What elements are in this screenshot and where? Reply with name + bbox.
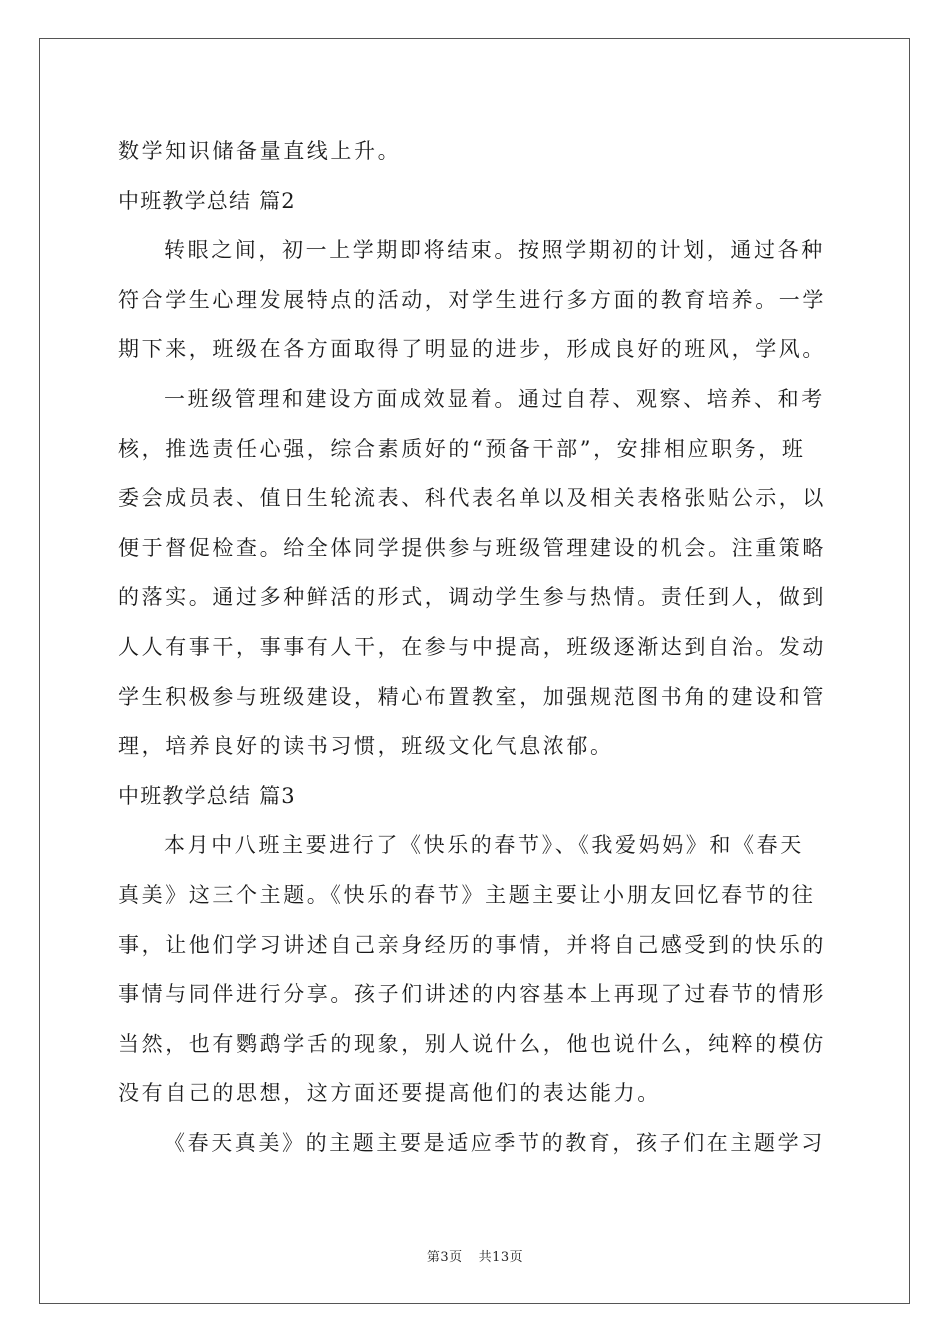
paragraph-line: 本月中八班主要进行了《快乐的春节》、《我爱妈妈》和《春天: [164, 833, 804, 858]
paragraph-line: 委会成员表、值日生轮流表、科代表名单以及相关表格张贴公示，以: [118, 486, 826, 511]
paragraph-line: 《春天真美》的主题主要是适应季节的教育，孩子们在主题学习: [164, 1130, 825, 1155]
paragraph-line: 一班级管理和建设方面成效显着。通过自荐、观察、培养、和考: [164, 386, 825, 411]
page-number: 第3页: [426, 1250, 463, 1265]
section-heading: 中班教学总结 篇3: [118, 783, 296, 808]
paragraph-line: 理，培养良好的读书习惯，班级文化气息浓郁。: [118, 734, 614, 759]
paragraph-line: 符合学生心理发展特点的活动，对学生进行多方面的教育培养。一学: [118, 287, 826, 312]
paragraph-line: 真美》这三个主题。《快乐的春节》主题主要让小朋友回忆春节的往: [118, 882, 816, 907]
paragraph-line: 数学知识储备量直线上升。: [118, 139, 402, 163]
page-footer: [0, 1246, 950, 1265]
paragraph-line: 事情与同伴进行分享。孩子们讲述的内容基本上再现了过春节的情形: [118, 982, 826, 1007]
paragraph-line: 转眼之间，初一上学期即将结束。按照学期初的计划，通过各种: [164, 238, 825, 263]
paragraph-line: 核，推选责任心强，综合素质好的“预备干部”，安排相应职务，班: [118, 436, 806, 461]
paragraph-line: 当然，也有鹦鹉学舌的现象，别人说什么，他也说什么，纯粹的模仿: [118, 1031, 826, 1056]
paragraph-line: 没有自己的思想，这方面还要提高他们的表达能力。: [118, 1081, 661, 1106]
document-body: [118, 127, 838, 1168]
section-heading: 中班教学总结 篇2: [118, 188, 296, 213]
page-total: 共13页: [478, 1250, 524, 1265]
paragraph-line: 学生积极参与班级建设，精心布置教室，加强规范图书角的建设和管: [118, 684, 826, 709]
paragraph-line: 便于督促检查。给全体同学提供参与班级管理建设的机会。注重策略: [118, 535, 826, 560]
paragraph-line: 期下来，班级在各方面取得了明显的进步，形成良好的班风，学风。: [118, 337, 826, 362]
paragraph-line: 的落实。通过多种鲜活的形式，调动学生参与热情。责任到人，做到: [118, 585, 826, 610]
paragraph-line: 事，让他们学习讲述自己亲身经历的事情，并将自己感受到的快乐的: [118, 932, 826, 957]
paragraph-line: 人人有事干，事事有人干，在参与中提高，班级逐渐达到自治。发动: [118, 634, 826, 659]
